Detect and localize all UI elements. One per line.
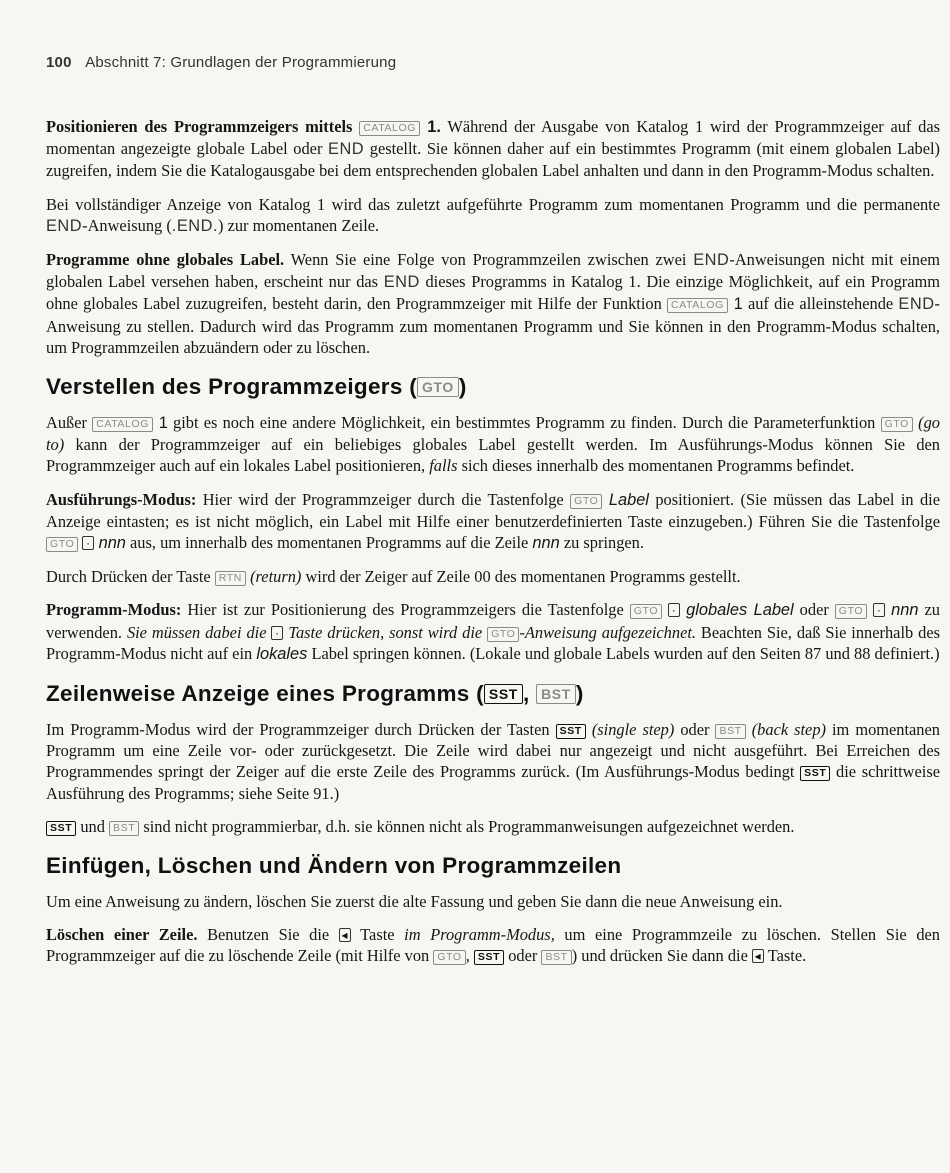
sst-key: SST xyxy=(484,684,523,704)
gto-key: GTO xyxy=(487,627,519,642)
gto-key: GTO xyxy=(46,537,78,552)
lead-in: Programme ohne globales Label. xyxy=(46,250,285,270)
bst-key: BST xyxy=(715,724,745,739)
chapter-title: Abschnitt 7: Grundlagen der Programmierung xyxy=(85,54,397,71)
rtn-key: RTN xyxy=(215,571,246,586)
section-heading-edit-lines: Einfügen, Löschen und Ändern von Programmzeilen xyxy=(46,853,622,879)
running-head xyxy=(46,54,396,71)
gto-key: GTO xyxy=(417,377,459,397)
sst-key: SST xyxy=(556,724,586,739)
sst-key: SST xyxy=(474,950,504,965)
page-number: 100 xyxy=(46,54,72,71)
end-display: END xyxy=(46,216,83,235)
lead-in: Programm-Modus: xyxy=(46,600,182,620)
sst-key: SST xyxy=(46,821,76,836)
paragraph-not-programmable: SST und BST sind nicht programmierbar, d.h. sie können nicht als Programmanweisungen aufgezeichnet werden. xyxy=(46,816,940,837)
paragraph-catalog-complete: Bei vollständiger Anzeige von Katalog 1 wird das zuletzt aufgeführte Programm zum momentanen Programm und die permanente END-Anweisung (.END.) zur momentanen Zeile. xyxy=(46,194,940,235)
sst-key: SST xyxy=(800,766,830,781)
gto-key: GTO xyxy=(881,417,913,432)
paragraph-no-global-label: Programme ohne globales Label. Wenn Sie eine Folge von Programmzeilen zwischen zwei END-Anweisungen nicht mit einem globalen Label versehen haben, erscheint nur das END dieses Programms in Katalog 1. Die einzige Möglichkeit, auf ein Programm ohne globales Label zuzugreifen, besteht darin, den Programmzeiger mit Hilfe der Funktion CATALOG 1 auf die alleinstehende END-Anweisung zu stellen. Dadurch wird das Programm zum momentanen Programm und Sie können in den Programm-Modus schalten, um Programmzeilen abzuändern oder zu löschen. xyxy=(46,250,941,357)
backarrow-key: ◂ xyxy=(339,928,351,942)
catalog-key: CATALOG xyxy=(667,298,728,313)
lead-in: Ausführungs-Modus: xyxy=(46,489,197,509)
paragraph-delete-line: Löschen einer Zeile. Benutzen Sie die ◂ Taste im Programm-Modus, um eine Programmzeile zu löschen. Stellen Sie den Programmzeiger auf die zu löschende Zeile (mit Hilfe von GTO , SST oder BST ) und drücken Sie dann die ◂ Taste. xyxy=(46,925,940,966)
bst-key: BST xyxy=(109,821,139,836)
paragraph-run-mode: Ausführungs-Modus: Hier wird der Programmzeiger durch die Tastenfolge GTO Label positioniert. (Sie müssen das Label in die Anzeige eintasten; es ist nicht möglich, ein Label mit Hilfe einer benutzerdefinierten Taste einzugeben.) Führen Sie die Tastenfolge GTO · nnn aus, um innerhalb des momentanen Programms auf die Zeile nnn zu springen. xyxy=(46,489,941,553)
section-heading-sst-bst: Zeilenweise Anzeige eines Programms ( SST , BST ) xyxy=(46,681,584,707)
paragraph-catalog-positioning: Positionieren des Programmzeigers mittels CATALOG 1. Während der Ausgabe von Katalog 1 wird der Programmzeiger auf das momentan angezeigte globale Label oder END gestellt. Sie können daher auf ein bestimmtes Programm (mit einem globalen Label) zugreifen, indem Sie die Katalogausgabe bei dem entsprechenden globalen Label anhalten und dann in den Programm-Modus schalten. xyxy=(46,117,940,181)
paragraph-program-mode: Programm-Modus: Hier ist zur Positionierung des Programmzeigers die Tastenfolge GTO · globales Label oder GTO · nnn zu verwenden. Sie müssen dabei die · Taste drücken, sonst wird die GTO -Anweisung aufgezeichnet. Beachten Sie, daß Sie innerhalb des Programm-Modus nicht auf ein lokales Label springen können. (Lokale und globale Labels wurden auf den Seiten 87 und 88 definiert.) xyxy=(46,600,940,663)
page-content xyxy=(46,116,940,979)
gto-key: GTO xyxy=(835,604,867,619)
bst-key: BST xyxy=(536,684,576,704)
gto-key: GTO xyxy=(433,950,465,965)
gto-key: GTO xyxy=(570,494,602,509)
dot-end-display: .END. xyxy=(171,216,219,235)
gto-key: GTO xyxy=(630,604,662,619)
catalog-key: CATALOG xyxy=(92,417,153,432)
lead-in: Löschen einer Zeile. xyxy=(46,925,198,945)
paragraph-rtn: Durch Drücken der Taste RTN (return) wird der Zeiger auf Zeile 00 des momentanen Programms gestellt. xyxy=(46,567,741,587)
paragraph-step: Im Programm-Modus wird der Programmzeiger durch Drücken der Tasten SST (single step) oder BST (back step) im momentanen Programm um eine Zeile vor- oder zurückgesetzt. Die Zeile wird dabei nur angezeigt und nicht ausgeführt. Bei Erreichen des Programmendes springt der Zeiger auf die erste Zeile des Programms zurück. (Im Ausführungs-Modus bedingt SST die schrittweise Ausführung des Programms; siehe Seite 91.) xyxy=(46,720,940,803)
decimal-point-key: · xyxy=(271,626,283,640)
decimal-point-key: · xyxy=(82,536,94,550)
paragraph-edit-intro: Um eine Anweisung zu ändern, löschen Sie zuerst die alte Fassung und geben Sie dann die neue Anweisung ein. xyxy=(46,892,783,912)
section-heading-gto: Verstellen des Programmzeigers ( GTO ) xyxy=(46,374,467,400)
decimal-point-key: · xyxy=(668,603,680,617)
catalog-key: CATALOG xyxy=(359,121,420,136)
end-display: END xyxy=(328,140,365,159)
paragraph-gto-intro: Außer CATALOG 1 gibt es noch eine andere Möglichkeit, ein bestimmtes Programm zu finden. Durch die Parameterfunktion GTO (go to) kann der Programmzeiger auf ein beliebiges globales Label gestellt werden. Im Ausführungs-Modus können Sie den Programmzeiger auch auf ein lokales Label positionieren, falls sich dieses innerhalb des momentanen Programms befindet. xyxy=(46,413,940,476)
lead-in: Positionieren des Programmzeigers mittels xyxy=(46,117,353,136)
bst-key: BST xyxy=(541,950,571,965)
backarrow-key: ◂ xyxy=(752,949,764,963)
decimal-point-key: · xyxy=(873,603,885,617)
